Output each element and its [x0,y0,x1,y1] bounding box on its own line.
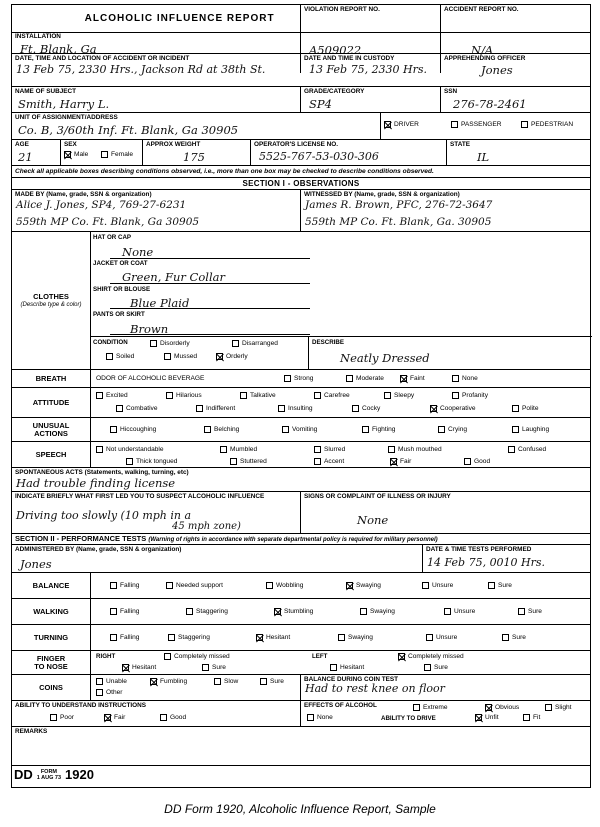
spontaneous-row: SPONTANEOUS ACTS (Statements, walking, turning, etc) Had trouble finding license [12,467,590,491]
signs-value: None [357,513,389,527]
made-by-value-2: 559th MP Co. Ft. Blank, Ga 30905 [16,216,200,228]
checkbox-icon [230,458,237,465]
right-completely-missed-checkbox[interactable]: Completely missed [164,653,230,660]
subject-row: NAME OF SUBJECT Smith, Harry L. GRADE/CATEGORY SP4 SSN 276-78-2461 [12,86,590,112]
effects-none-checkbox[interactable]: None [307,714,333,721]
checkbox-icon [545,704,552,711]
form-identifier: DD FORM 1 AUG 73 1920 [14,767,94,782]
turning-hesitant-checkbox[interactable]: Hesitant [256,634,290,641]
made-by-row: MADE BY (Name, grade, SSN & organization) Alice J. Jones, SP4, 769-27-6231 559th MP Co. Ft. Blank, Ga 30905 WITNESSED BY (Name, grade, SSN & organization) James R. Brown, PFC, 276-72-3647 559th MP Co. Ft. Blank, Ga. 30905 [12,189,590,231]
ssn-value: 276-78-2461 [453,97,527,111]
shirt-value: Blue Plaid [130,296,190,310]
checkbox-icon [260,678,267,685]
checkbox-icon [508,446,515,453]
left-hesitant-checkbox[interactable]: Hesitant [330,664,364,671]
checkbox-icon [388,446,395,453]
section1-title: SECTION I - OBSERVATIONS [242,179,360,188]
checkbox-icon [284,375,291,382]
installation-cell: INSTALLATION Ft. Blank, Ga [15,33,97,56]
checkbox-icon [512,426,519,433]
combative-checkbox[interactable]: Combative [116,405,158,412]
checkbox-icon [166,392,173,399]
checkbox-icon [502,634,509,641]
age-value: 21 [18,150,33,164]
checkbox-icon [240,392,247,399]
checkbox-icon [352,405,359,412]
fair-speech-checkbox[interactable]: Fair [390,458,411,465]
coins-sure-checkbox[interactable]: Sure [260,678,284,685]
right-sure-checkbox[interactable]: Sure [202,664,226,671]
checkbox-checked-icon [390,458,397,465]
balance-unsure-checkbox[interactable]: Unsure [422,582,453,589]
cocky-checkbox[interactable]: Cocky [352,405,380,412]
mussed-checkbox[interactable]: Mussed [164,353,197,360]
checkbox-checked-icon [104,714,111,721]
checkbox-icon [110,426,117,433]
indicate-value-2: 45 mph zone) [172,521,241,532]
accent-checkbox[interactable]: Accent [314,458,344,465]
balance-wobbling-checkbox[interactable]: Wobbling [266,582,303,589]
custody-value: 13 Feb 75, 2330 Hrs. [309,63,428,76]
weight-value: 175 [183,150,205,164]
checkbox-checked-icon [384,121,391,128]
administered-row: ADMINISTERED BY (Name, grade, SSN & organization) Jones DATE & TIME TESTS PERFORMED 14 Feb 75, 0010 Hrs. [12,544,590,572]
indifferent-checkbox[interactable]: Indifferent [196,405,235,412]
turning-sure-checkbox[interactable]: Sure [502,634,526,641]
checkbox-icon [110,582,117,589]
indicate-row: INDICATE BRIEFLY WHAT FIRST LED YOU TO SUSPECT ALCOHOLIC INFLUENCE Driving too slowly (10 mph in a 45 mph zone) SIGNS OR COMPLAINT OF ILLNESS OR INJURY None [12,491,590,533]
administered-value: Jones [20,557,52,571]
walking-row: WALKING Falling Staggering Stumbling Swaying Unsure Sure [12,598,590,624]
hilarious-checkbox[interactable]: Hilarious [166,392,202,399]
checkbox-icon [116,405,123,412]
checkbox-checked-icon [485,704,492,711]
title-row [12,5,590,32]
checkbox-icon [278,405,285,412]
male-checkbox[interactable]: Male [64,151,88,158]
coins-unable-checkbox[interactable]: Unable [96,678,127,685]
hat-value: None [122,245,154,259]
checkbox-checked-icon [398,653,405,660]
alcoholic-influence-report-form [11,4,591,788]
checkbox-icon [452,375,459,382]
checkbox-icon [168,634,175,641]
checkbox-icon [150,340,157,347]
ability-poor-checkbox[interactable]: Poor [50,714,74,721]
walking-stumbling-checkbox[interactable]: Stumbling [274,608,313,615]
ability-good-checkbox[interactable]: Good [160,714,186,721]
checkbox-icon [220,446,227,453]
checkbox-icon [50,714,57,721]
pedestrian-checkbox[interactable]: PEDESTRIAN [521,121,573,128]
checkbox-icon [96,446,103,453]
checkbox-icon [96,678,103,685]
license-value: 5525-767-53-030-306 [259,150,379,163]
coins-other-checkbox[interactable]: Other [96,689,123,696]
left-sure-checkbox[interactable]: Sure [424,664,448,671]
fighting-checkbox[interactable]: Fighting [362,426,395,433]
driver-checkbox[interactable]: DRIVER [384,121,419,128]
cooperative-checkbox[interactable]: Cooperative [430,405,476,412]
profanity-checkbox[interactable]: Profanity [452,392,488,399]
checkbox-icon [314,392,321,399]
hiccoughing-checkbox[interactable]: Hiccoughing [110,426,156,433]
made-by-value-1: Alice J. Jones, SP4, 769-27-6231 [16,199,187,211]
balance-falling-checkbox[interactable]: Falling [110,582,139,589]
moderate-checkbox[interactable]: Moderate [346,375,384,382]
checkbox-icon [110,634,117,641]
coins-slow-checkbox[interactable]: Slow [214,678,238,685]
checkbox-icon [307,714,314,721]
slurred-checkbox[interactable]: Slurred [314,446,345,453]
drive-fit-checkbox[interactable]: Fit [523,714,540,721]
checkbox-checked-icon [430,405,437,412]
female-checkbox[interactable]: Female [101,151,133,158]
good-speech-checkbox[interactable]: Good [464,458,490,465]
balance-swaying-checkbox[interactable]: Swaying [346,582,381,589]
checkbox-icon [282,426,289,433]
talkative-checkbox[interactable]: Talkative [240,392,276,399]
witnessed-value-1: James R. Brown, PFC, 276-72-3647 [305,199,493,211]
checkbox-icon [338,634,345,641]
walking-unsure-checkbox[interactable]: Unsure [444,608,475,615]
footer-row [12,765,590,789]
checkbox-checked-icon [122,664,129,671]
walking-sure-checkbox[interactable]: Sure [518,608,542,615]
section1-header [12,177,590,189]
checkbox-icon [110,608,117,615]
instruction-text: Check all applicable boxes describing conditions observed, i.e., more than one box may be checked to describe conditions observed. [15,168,434,175]
checkbox-icon [413,704,420,711]
checkbox-icon [424,664,431,671]
clothes-block: CLOTHES (Describe type & color) HAT OR CAP None JACKET OR COAT Green, Fur Collar SHIRT OR BLOUSE Blue Plaid PANTS OR SKIRT Brown CONDITION Disorderly Disarranged Soiled Mussed Orderly DESCRIBE Neatly Dressed [12,231,590,369]
checkbox-checked-icon [256,634,263,641]
coin-balance-value: Had to rest knee on floor [305,682,445,695]
checkbox-icon [362,426,369,433]
belching-checkbox[interactable]: Belching [204,426,239,433]
checkbox-icon [330,664,337,671]
soiled-checkbox[interactable]: Soiled [106,353,134,360]
checkbox-icon [314,446,321,453]
subject-value: Smith, Harry L. [18,97,110,111]
checkbox-icon [214,678,221,685]
disorderly-checkbox[interactable]: Disorderly [150,340,190,347]
jacket-value: Green, Fur Collar [122,270,225,284]
checkbox-icon [196,405,203,412]
breath-row: BREATH ODOR OF ALCOHOLIC BEVERAGE Strong Moderate Faint None [12,369,590,387]
describe-value: Neatly Dressed [340,351,430,365]
speech-row: SPEECH Not understandable Mumbled Slurred Mush mouthed Confused Thick tongued Stuttered Accent Fair Good [12,441,590,467]
vomiting-checkbox[interactable]: Vomiting [282,426,317,433]
checkbox-icon [160,714,167,721]
faint-checkbox[interactable]: Faint [400,375,425,382]
none-breath-checkbox[interactable]: None [452,375,478,382]
checkbox-icon [452,392,459,399]
checkbox-icon [438,426,445,433]
spontaneous-value: Had trouble finding license [16,476,176,490]
checkbox-icon [451,121,458,128]
violation-report-cell: VIOLATION REPORT NO. [300,5,440,32]
checkbox-icon [164,653,171,660]
checkbox-icon [202,664,209,671]
checkbox-icon [96,689,103,696]
finger-to-nose-row: FINGER TO NOSE RIGHT Completely missed Hesitant Sure LEFT Completely missed Hesitant Sure [12,650,590,674]
role-cell [380,113,592,139]
passenger-checkbox[interactable]: PASSENGER [451,121,502,128]
turning-staggering-checkbox[interactable]: Staggering [168,634,210,641]
balance-needed-support-checkbox[interactable]: Needed support [166,582,223,589]
checkbox-icon [360,608,367,615]
checkbox-icon [422,582,429,589]
drive-unfit-checkbox[interactable]: Unfit [475,714,499,721]
confused-checkbox[interactable]: Confused [508,446,546,453]
left-completely-missed-checkbox[interactable]: Completely missed [398,653,464,660]
clothes-label: CLOTHES (Describe type & color) [20,291,82,308]
checkbox-icon [126,458,133,465]
walking-falling-checkbox[interactable]: Falling [110,608,139,615]
checkbox-icon [106,353,113,360]
effects-slight-checkbox[interactable]: Slight [545,704,572,711]
checkbox-checked-icon [216,353,223,360]
accident-number: N/A [471,43,494,57]
checkbox-checked-icon [400,375,407,382]
checkbox-icon [166,582,173,589]
unit-value: Co. B, 3/60th Inf. Ft. Blank, Ga 30905 [18,123,239,137]
polite-checkbox[interactable]: Polite [512,405,539,412]
checkbox-icon [512,405,519,412]
walking-swaying-checkbox[interactable]: Swaying [360,608,395,615]
mush-mouthed-checkbox[interactable]: Mush mouthed [388,446,442,453]
walking-staggering-checkbox[interactable]: Staggering [186,608,228,615]
turning-falling-checkbox[interactable]: Falling [110,634,139,641]
instruction-row [12,165,590,177]
age-row: AGE 21 SEX Male Female APPROX WEIGHT 175 OPERATOR'S LICENSE NO. 5525-767-53-030-306 STATE IL [12,139,590,165]
checkbox-icon [521,121,528,128]
tests-datetime-value: 14 Feb 75, 0010 Hrs. [427,556,546,569]
form-title: ALCOHOLIC INFLUENCE REPORT [84,13,275,24]
checkbox-checked-icon [150,678,157,685]
section2-title: SECTION II - PERFORMANCE TESTS (Warning of rights in accordance with separate departmental policy is required for military personnel) [15,534,438,543]
violation-number: A509022 [309,43,362,57]
checkbox-icon [346,375,353,382]
effects-extreme-checkbox[interactable]: Extreme [413,704,448,711]
stuttered-checkbox[interactable]: Stuttered [230,458,267,465]
checkbox-icon [101,151,108,158]
remarks-row: REMARKS [12,726,590,765]
ability-row: ABILITY TO UNDERSTAND INSTRUCTIONS Poor Fair Good EFFECTS OF ALCOHOL None Extreme Obvious Slight ABILITY TO DRIVE Unfit Fit [12,700,590,726]
state-value: IL [477,150,490,164]
balance-row: BALANCE Falling Needed support Wobbling Swaying Unsure Sure [12,572,590,598]
witnessed-value-2: 559th MP Co. Ft. Blank, Ga. 30905 [305,216,492,228]
checkbox-icon [96,392,103,399]
checkbox-icon [232,340,239,347]
disarranged-checkbox[interactable]: Disarranged [232,340,278,347]
carefree-checkbox[interactable]: Carefree [314,392,350,399]
orderly-checkbox[interactable]: Orderly [216,353,248,360]
date-location-row: DATE, TIME AND LOCATION OF ACCIDENT OR INCIDENT 13 Feb 75, 2330 Hrs., Jackson Rd at 38th St. DATE AND TIME IN CUSTODY 13 Feb 75, 2330 Hrs. APPREHENDING OFFICER Jones [12,53,590,73]
ability-fair-checkbox[interactable]: Fair [104,714,125,721]
accident-report-cell: ACCIDENT REPORT NO. [440,5,592,32]
installation-value: Ft. Blank, Ga [20,42,97,56]
mumbled-checkbox[interactable]: Mumbled [220,446,257,453]
checkbox-icon [164,353,171,360]
unusual-actions-row: UNUSUAL ACTIONS Hiccoughing Belching Vomiting Fighting Crying Laughing [12,417,590,441]
indicate-value-1: Driving too slowly (10 mph in a [16,509,192,522]
attitude-row: ATTITUDE Excited Hilarious Talkative Carefree Sleepy Profanity Combative Indifferent Insulting Cocky Cooperative Polite [12,387,590,417]
checkbox-checked-icon [475,714,482,721]
checkbox-icon [186,608,193,615]
checkbox-icon [204,426,211,433]
insulting-checkbox[interactable]: Insulting [278,405,313,412]
thick-tongued-checkbox[interactable]: Thick tongued [126,458,177,465]
effects-obvious-checkbox[interactable]: Obvious [485,704,519,711]
checkbox-icon [518,608,525,615]
grade-value: SP4 [309,97,332,111]
not-understandable-checkbox[interactable]: Not understandable [96,446,164,453]
strong-checkbox[interactable]: Strong [284,375,313,382]
checkbox-icon [384,392,391,399]
checkbox-checked-icon [64,151,71,158]
crying-checkbox[interactable]: Crying [438,426,467,433]
checkbox-icon [426,634,433,641]
checkbox-icon [488,582,495,589]
right-hesitant-checkbox[interactable]: Hesitant [122,664,156,671]
checkbox-icon [523,714,530,721]
checkbox-icon [444,608,451,615]
figure-caption: DD Form 1920, Alcoholic Influence Report, Sample [164,802,436,816]
checkbox-icon [266,582,273,589]
laughing-checkbox[interactable]: Laughing [512,426,549,433]
turning-unsure-checkbox[interactable]: Unsure [426,634,457,641]
sleepy-checkbox[interactable]: Sleepy [384,392,414,399]
section2-header [12,533,590,544]
checkbox-checked-icon [346,582,353,589]
officer-value: Jones [481,63,513,77]
turning-row: TURNING Falling Staggering Hesitant Swaying Unsure Sure [12,624,590,650]
checkbox-icon [314,458,321,465]
checkbox-checked-icon [274,608,281,615]
pants-value: Brown [130,322,169,336]
unit-row: UNIT OF ASSIGNMENT/ADDRESS Co. B, 3/60th Inf. Ft. Blank, Ga 30905 DRIVER PASSENGER PEDESTRIAN [12,112,590,139]
turning-swaying-checkbox[interactable]: Swaying [338,634,373,641]
checkbox-icon [464,458,471,465]
balance-sure-checkbox[interactable]: Sure [488,582,512,589]
excited-checkbox[interactable]: Excited [96,392,128,399]
coins-row: COINS Unable Fumbling Slow Sure Other BALANCE DURING COIN TEST Had to rest knee on floor [12,674,590,700]
coins-fumbling-checkbox[interactable]: Fumbling [150,678,187,685]
date-location-value: 13 Feb 75, 2330 Hrs., Jackson Rd at 38th St. [16,63,266,76]
